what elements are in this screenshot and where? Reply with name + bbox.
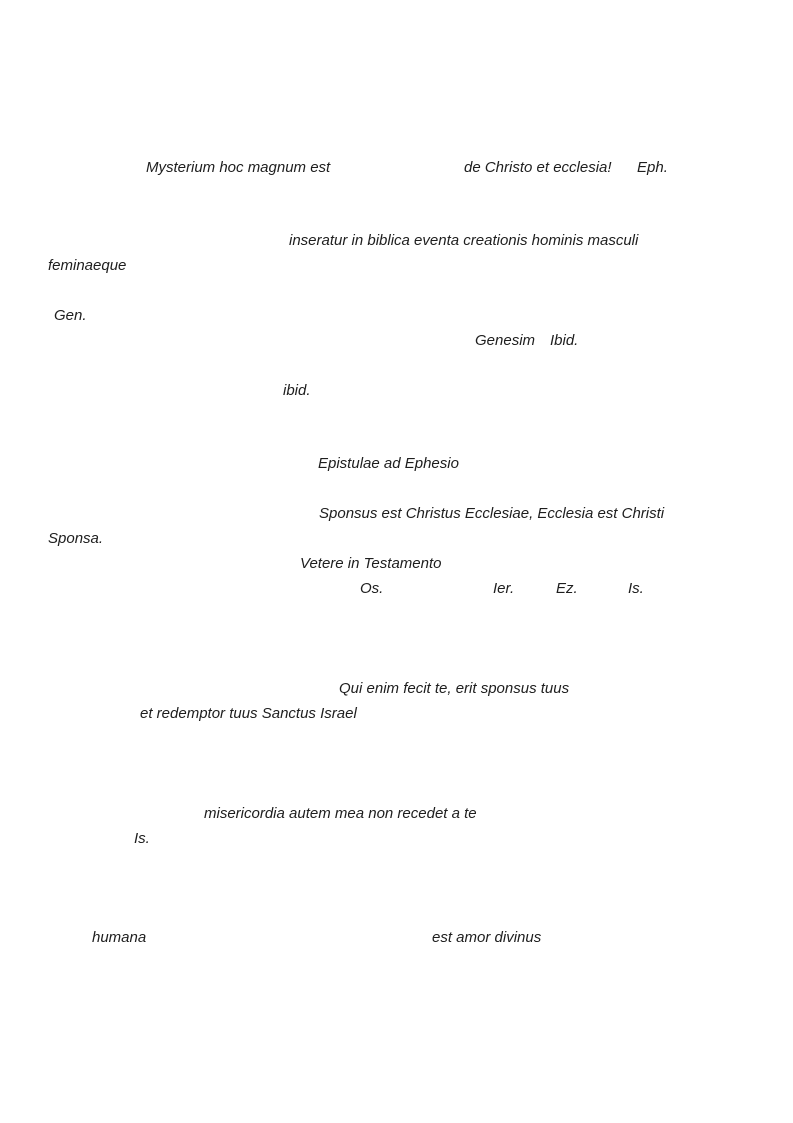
text-fragment: feminaeque [48,257,127,274]
text-fragment: humana [92,929,147,946]
text-fragment: Ez. [556,580,578,597]
text-fragment: inseratur in biblica eventa creationis hominis masculi [289,232,639,249]
text-fragment: et redemptor tuus Sanctus Israel [140,705,357,722]
text-fragment: Qui enim fecit te, erit sponsus tuus [339,680,570,697]
text-fragment: ibid. [283,382,311,399]
text-fragment: Sponsa. [48,530,104,547]
text-fragment: Gen. [54,307,87,324]
text-fragment: Ier. [493,580,515,597]
text-fragment: Ibid. [550,332,579,349]
text-fragment: Os. [360,580,384,597]
text-fragment: misericordia autem mea non recedet a te [204,805,477,822]
text-fragment: Is. [134,830,150,847]
text-fragment: est amor divinus [432,929,542,946]
text-fragment: Is. [628,580,644,597]
text-fragment: Mysterium hoc magnum est [146,159,331,176]
text-fragment: Eph. [637,159,668,176]
text-fragment: Sponsus est Christus Ecclesiae, Ecclesia est Christi [319,505,665,522]
text-fragment: Epistulae ad Ephesio [318,455,459,472]
text-fragment: Genesim [475,332,536,349]
text-fragment: de Christo et ecclesia! [464,159,612,176]
text-fragment: Vetere in Testamento [300,555,442,572]
